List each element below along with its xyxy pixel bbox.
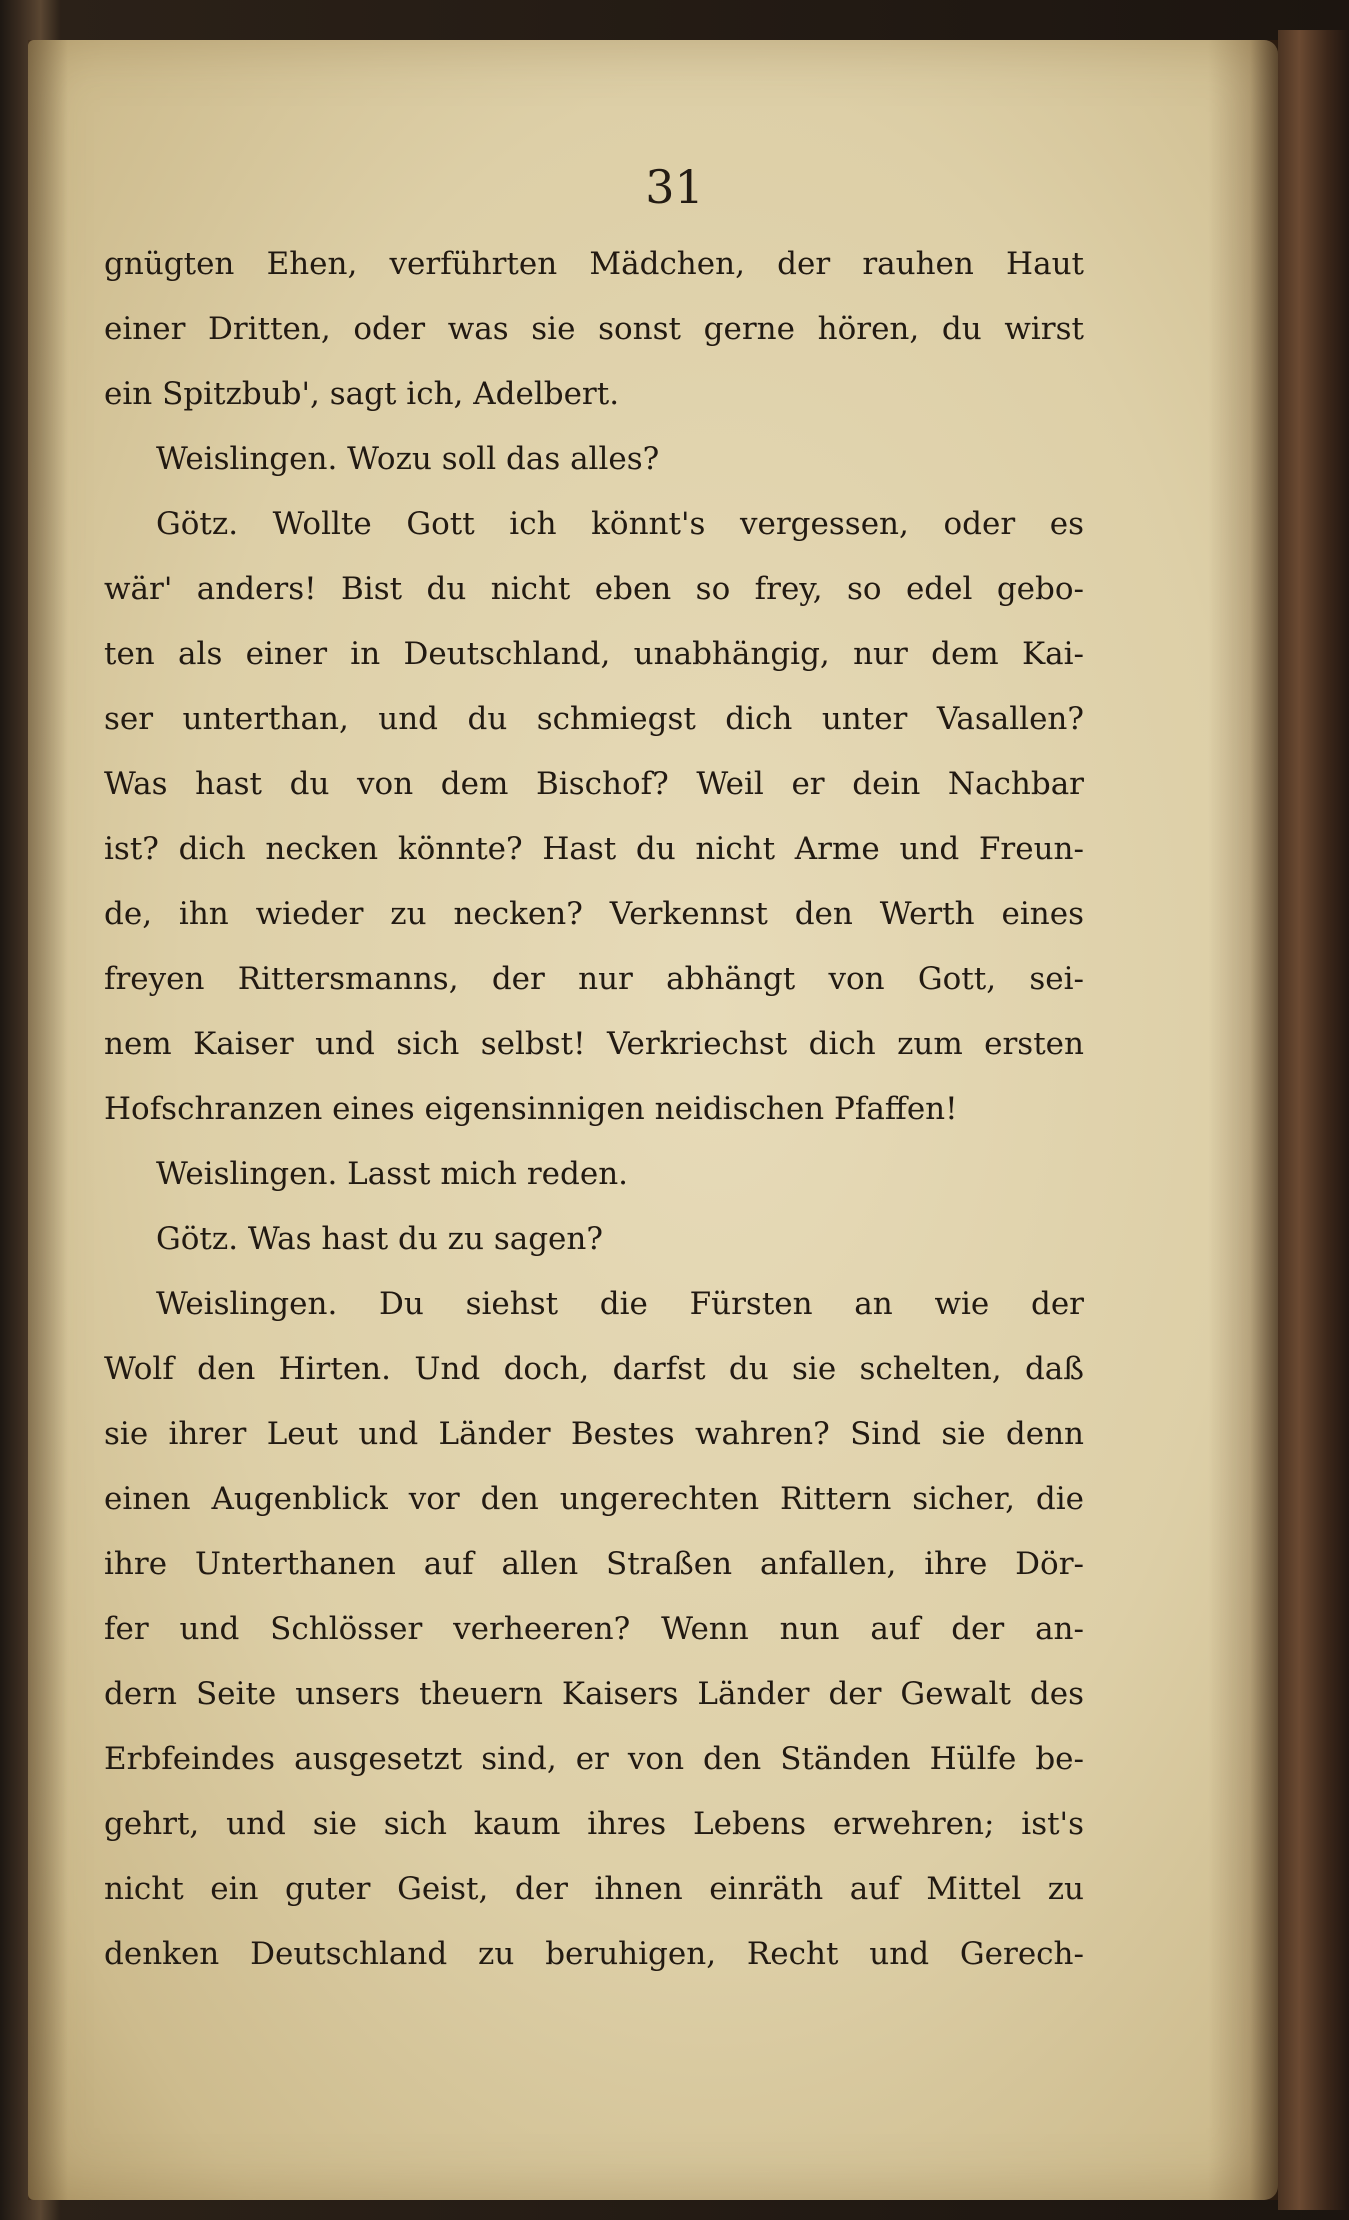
text-line: einen Augenblick vor den ungerechten Rittern sicher, die [104,1481,1084,1517]
speaker-line: Weislingen. Lasst mich reden. [156,1156,629,1192]
text-line: gehrt, und sie sich kaum ihres Lebens erwehren; ist's [104,1806,1084,1842]
text-line: Was hast du von dem Bischof? Weil er dein Nachbar [104,766,1084,802]
text-line: de, ihn wieder zu necken? Verkennst den Werth eines [104,896,1084,932]
text-line: wär' anders! Bist du nicht eben so frey, so edel gebo- [104,571,1084,607]
book-cover-edge [1278,30,1349,2210]
text-line: Erbfeindes ausgesetzt sind, er von den Ständen Hülfe be- [104,1741,1084,1777]
text-line: einer Dritten, oder was sie sonst gerne hören, du wirst [104,311,1084,347]
body-text [104,232,1084,1987]
text-line: sie ihrer Leut und Länder Bestes wahren? Sind sie denn [104,1416,1084,1452]
text-line: ten als einer in Deutschland, unabhängig, nur dem Kai- [104,636,1084,672]
text-line: ein Spitzbub', sagt ich, Adelbert. [104,376,620,412]
text-line: ser unterthan, und du schmiegst dich unter Vasallen? [104,701,1084,737]
text-line: Wolf den Hirten. Und doch, darfst du sie schelten, daß [104,1351,1084,1387]
speaker-line: Weislingen. Du siehst die Fürsten an wie der [156,1286,1084,1322]
text-line: ist? dich necken könnte? Hast du nicht Arme und Freun- [104,831,1084,867]
text-line: nem Kaiser und sich selbst! Verkriechst dich zum ersten [104,1026,1084,1062]
page-fore-edge-shadow [1208,40,1278,2200]
text-line: dern Seite unsers theuern Kaisers Länder der Gewalt des [104,1676,1084,1712]
text-line: denken Deutschland zu beruhigen, Recht und Gerech- [104,1936,1084,1972]
text-line: fer und Schlösser verheeren? Wenn nun auf der an- [104,1611,1084,1647]
page-number: 31 [645,160,704,214]
speaker-line: Götz. Was hast du zu sagen? [156,1221,603,1257]
page-gutter-shadow [28,40,68,2200]
text-line: gnügten Ehen, verführten Mädchen, der rauhen Haut [104,246,1084,282]
text-line: nicht ein guter Geist, der ihnen einräth auf Mittel zu [104,1871,1084,1907]
text-line: ihre Unterthanen auf allen Straßen anfallen, ihre Dör- [104,1546,1084,1582]
speaker-line: Götz. Wollte Gott ich könnt's vergessen, oder es [156,506,1084,542]
text-line: freyen Rittersmanns, der nur abhängt von Gott, sei- [104,961,1084,997]
text-line: Hofschranzen eines eigensinnigen neidischen Pfaffen! [104,1091,958,1127]
speaker-line: Weislingen. Wozu soll das alles? [156,441,660,477]
